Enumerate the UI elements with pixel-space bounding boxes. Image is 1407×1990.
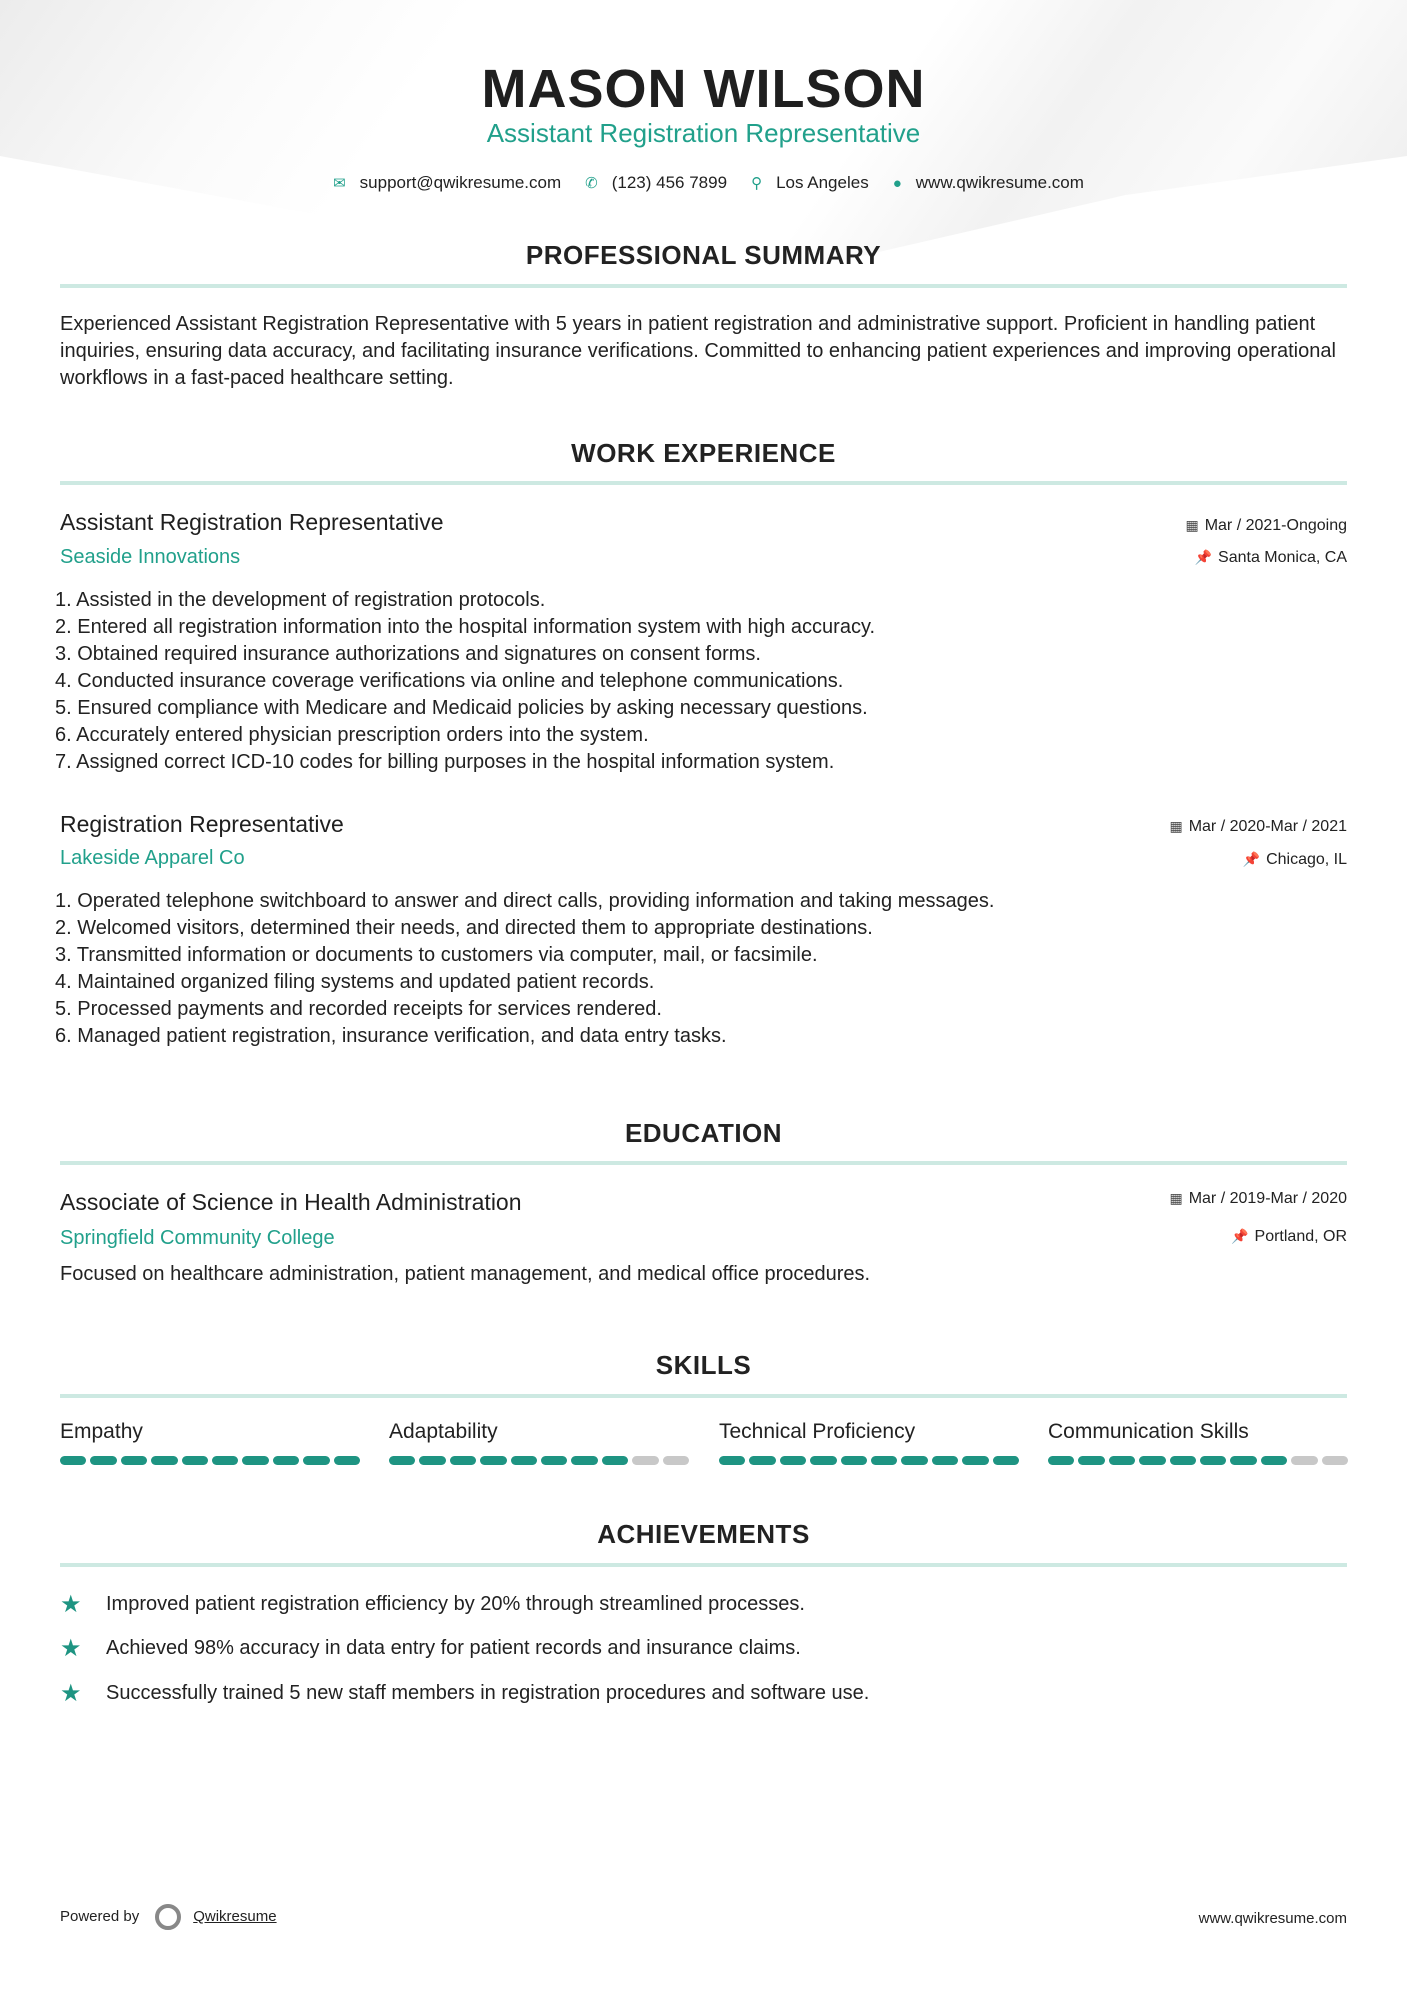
divider [60,481,1347,485]
skill-level-bar [60,1456,360,1465]
skill-segment-empty [1291,1456,1317,1465]
skill-item [389,1420,689,1465]
skill-item [719,1420,1019,1465]
bullet: 5. Ensured compliance with Medicare and Medicaid policies by asking necessary questions. [55,697,868,719]
skill-segment-filled [1200,1456,1226,1465]
job-title: Registration Representative [60,811,344,837]
skill-segment-filled [1139,1456,1165,1465]
achievement-text: Improved patient registration efficiency by 20% through streamlined processes. [106,1593,805,1615]
school: Springfield Community College [60,1227,335,1249]
job-company: Lakeside Apparel Co [60,847,245,869]
achievement-text: Achieved 98% accuracy in data entry for patient records and insurance claims. [106,1637,801,1659]
skill-segment-filled [480,1456,506,1465]
skills-heading: SKILLS [655,1350,752,1380]
skill-segment-filled [1170,1456,1196,1465]
skill-segment-filled [273,1456,299,1465]
skill-segment-filled [780,1456,806,1465]
achievement-item [60,1679,869,1708]
skill-segment-filled [541,1456,567,1465]
skill-segment-empty [632,1456,658,1465]
education-description: Focused on healthcare administration, patient management, and medical office procedures. [60,1263,871,1285]
skill-segment-filled [1078,1456,1104,1465]
qwikresume-logo-icon [155,1904,181,1930]
bullet: 2. Welcomed visitors, determined their needs, and directed them to appropriate destinations. [55,917,873,939]
divider [60,284,1347,288]
achievements-heading: ACHIEVEMENTS [597,1519,810,1549]
phone-icon: ✆ [585,175,598,192]
calendar-icon: ▦ [1185,517,1199,533]
skill-segment-filled [151,1456,177,1465]
education-dates-text: Mar / 2019-Mar / 2020 [1188,1190,1347,1207]
brand-link[interactable]: Qwikresume [193,1907,277,1925]
skill-segment-filled [60,1456,86,1465]
skill-segment-filled [719,1456,745,1465]
job-bullets [55,587,875,776]
summary-text: Experienced Assistant Registration Representative with 5 years in patient registration and administrative support. Proficient in handling patient inquiries, ensuring data accuracy, and facilitating insurance verifications. Committed to enhancing patient experiences and improving operational workflows in a fast-paced healthcare setting. [60,313,1336,389]
skill-segment-filled [993,1456,1019,1465]
bullet: 1. Operated telephone switchboard to answer and direct calls, providing information and taking messages. [55,890,995,912]
bullet: 1. Assisted in the development of registration protocols. [55,589,546,611]
star-icon: ★ [60,1635,82,1662]
pin-icon: 📌 [1194,549,1213,565]
skill-segment-filled [182,1456,208,1465]
job-bullets [55,888,994,1050]
education-dates [1169,1190,1347,1208]
skill-level-bar [389,1456,689,1465]
bullet: 7. Assigned correct ICD-10 codes for billing purposes in the hospital information system. [55,751,835,773]
powered-by-label: Powered by [60,1907,140,1925]
job-company: Seaside Innovations [60,546,241,568]
job-dates-text: Mar / 2021-Ongoing [1204,517,1347,534]
contact-bar [0,173,1407,193]
globe-icon: ● [892,174,902,192]
skill-name: Technical Proficiency [719,1420,916,1443]
skill-name: Empathy [60,1420,143,1443]
divider [60,1394,1347,1398]
skill-segment-empty [1322,1456,1348,1465]
job-location [1243,851,1347,869]
footer-powered [60,1904,277,1930]
skill-level-bar [719,1456,1019,1465]
skill-segment-filled [90,1456,116,1465]
divider [60,1563,1347,1567]
job-location-text: Chicago, IL [1266,851,1347,868]
job-title: Assistant Registration Representative [60,509,444,535]
experience-heading: WORK EXPERIENCE [571,438,836,468]
summary-heading: PROFESSIONAL SUMMARY [525,240,882,270]
skill-segment-filled [1261,1456,1287,1465]
job-location-text: Santa Monica, CA [1218,549,1347,566]
candidate-name: MASON WILSON [481,59,926,119]
skill-segment-filled [602,1456,628,1465]
email-icon: ✉ [333,175,346,192]
job-dates-text: Mar / 2020-Mar / 2021 [1188,818,1347,835]
education-location [1231,1228,1347,1246]
skill-segment-filled [419,1456,445,1465]
skill-segment-filled [511,1456,537,1465]
contact-phone: (123) 456 7899 [611,173,728,192]
education-location-text: Portland, OR [1254,1228,1347,1245]
pin-icon: 📌 [1242,851,1261,867]
location-pin-icon: ⚲ [751,175,763,192]
skill-segment-filled [749,1456,775,1465]
bullet: 3. Transmitted information or documents to customers via computer, mail, or facsimile. [55,944,818,966]
achievement-item [60,1634,801,1663]
skill-item [1048,1420,1348,1465]
job-location [1195,549,1347,567]
bullet: 6. Managed patient registration, insurance verification, and data entry tasks. [55,1025,727,1047]
achievement-item [60,1590,805,1619]
skill-segment-filled [932,1456,958,1465]
skill-segment-filled [1048,1456,1074,1465]
bullet: 4. Conducted insurance coverage verifications via online and telephone communications. [55,670,844,692]
education-heading: EDUCATION [624,1118,783,1148]
skill-item [60,1420,360,1465]
candidate-title: Assistant Registration Representative [486,118,921,148]
skill-segment-filled [389,1456,415,1465]
bullet: 4. Maintained organized filing systems and updated patient records. [55,971,655,993]
footer-website[interactable]: www.qwikresume.com [1198,1910,1347,1927]
degree: Associate of Science in Health Administration [60,1189,522,1215]
star-icon: ★ [60,1591,82,1618]
bullet: 5. Processed payments and recorded receipts for services rendered. [55,998,662,1020]
job-dates [1169,818,1347,836]
skill-segment-filled [962,1456,988,1465]
calendar-icon: ▦ [1169,1190,1183,1206]
pin-icon: 📌 [1231,1228,1249,1244]
skill-segment-filled [901,1456,927,1465]
skill-segment-filled [841,1456,867,1465]
calendar-icon: ▦ [1169,818,1183,834]
divider [60,1161,1347,1165]
contact-location: Los Angeles [776,173,869,192]
contact-website[interactable]: www.qwikresume.com [915,173,1084,192]
skill-segment-filled [1230,1456,1256,1465]
skill-segment-filled [450,1456,476,1465]
bullet: 2. Entered all registration information into the hospital information system with high accuracy. [55,616,876,638]
skill-segment-filled [121,1456,147,1465]
skill-segment-filled [242,1456,268,1465]
skill-segment-filled [334,1456,360,1465]
skill-segment-filled [571,1456,597,1465]
skill-level-bar [1048,1456,1348,1465]
skill-segment-filled [871,1456,897,1465]
job-dates [1185,517,1347,535]
skill-segment-filled [810,1456,836,1465]
skill-segment-filled [212,1456,238,1465]
skill-segment-filled [1109,1456,1135,1465]
skill-segment-empty [663,1456,689,1465]
skill-name: Adaptability [389,1420,498,1443]
achievement-text: Successfully trained 5 new staff members in registration procedures and software use. [106,1682,870,1704]
skill-segment-filled [303,1456,329,1465]
skill-name: Communication Skills [1048,1420,1249,1443]
bullet: 6. Accurately entered physician prescription orders into the system. [55,724,649,746]
bullet: 3. Obtained required insurance authorizations and signatures on consent forms. [55,643,761,665]
contact-email[interactable]: support@qwikresume.com [359,173,562,192]
star-icon: ★ [60,1680,82,1707]
